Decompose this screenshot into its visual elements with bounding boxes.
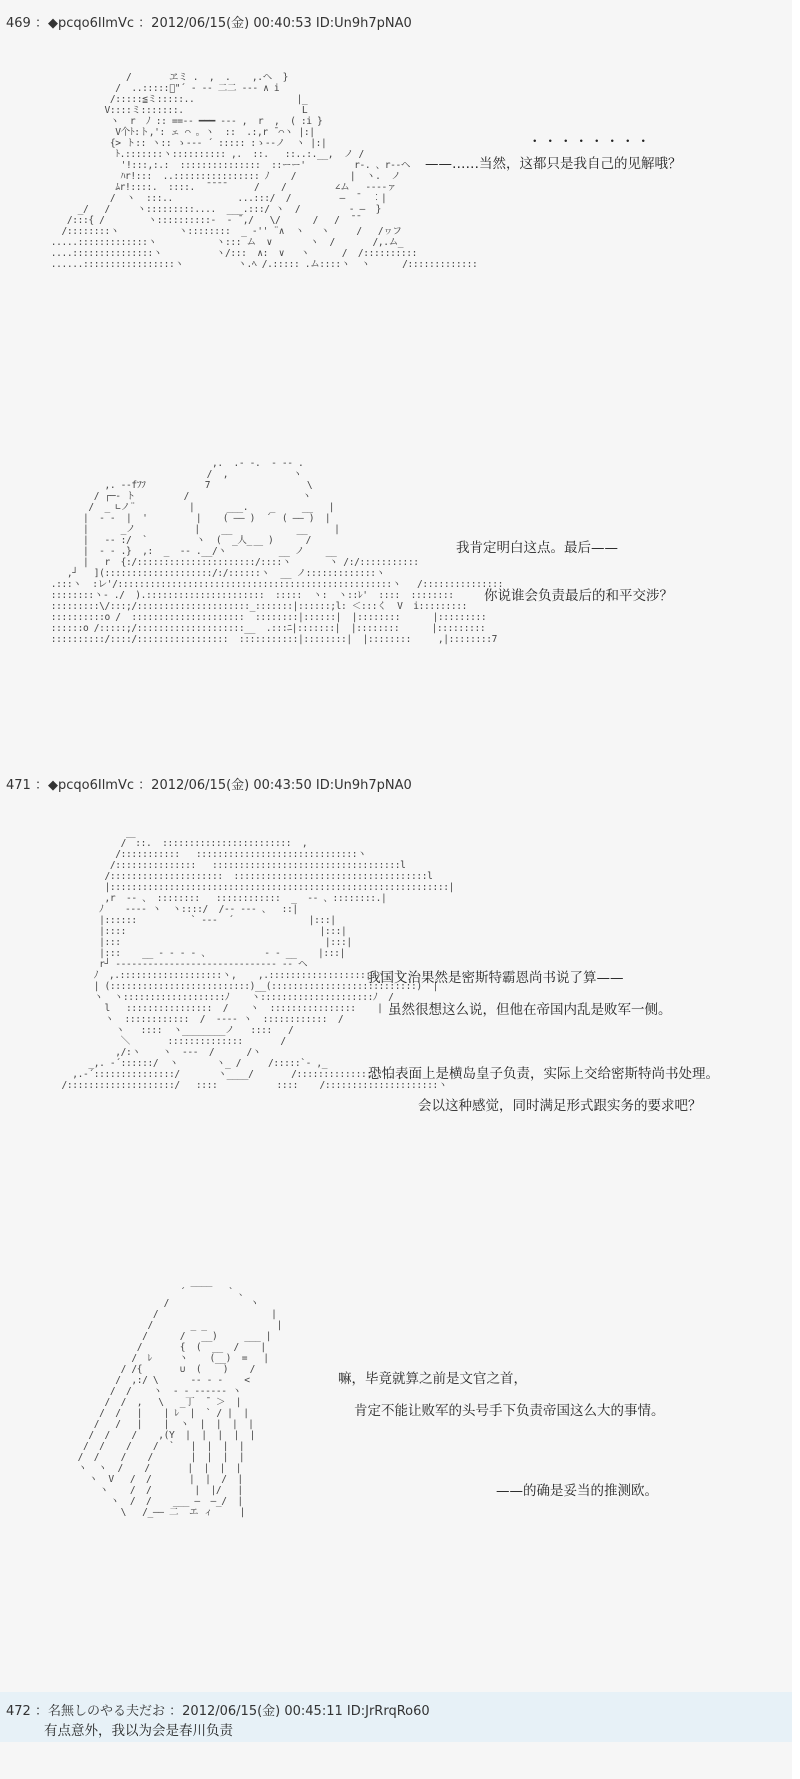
poster-trip: ◆pcqo6IlmVc (47, 16, 135, 31)
dialogue-text: ・・・・・・・・ (528, 134, 652, 150)
post-number[interactable]: 471 (6, 778, 31, 793)
post-separator: ： (34, 778, 48, 793)
post-number[interactable]: 472 (6, 1704, 31, 1719)
post-number[interactable]: 469 (6, 16, 31, 31)
dialogue-text: 肯定不能让败军的头号手下负责帝国这么大的事情。 (354, 1403, 665, 1419)
dialogue-text: 我肯定明白这点。最后—— (456, 540, 618, 556)
reply-body: 有点意外，我以为会是春川负责 (44, 1723, 233, 1739)
poster-id: ID:JrRrqRo60 (346, 1704, 430, 1719)
dialogue-text: 我国文治果然是密斯特霸恩尚书说了算—— (367, 970, 624, 986)
post-separator: ： (169, 1704, 183, 1719)
poster-name: 名無しのやる夫だお (47, 1704, 165, 1719)
post-separator: ： (138, 16, 152, 31)
ascii-art-panel-2: ,. .- -. ‐ -- . / , ヽ ,. -‐fﾌﾌ 7 \ / ┌─‐ ト / ヽ / _ ∟ノ¨ | ___. _ __ | | ‐ ‐ | ' | ( ―― ) ´ ( ―― ) | | _ノ | __ __ | | ‐‐ :/ ` ヽ ( _人_ ) / | ‐ ‐ .} ,: _ ‐‐ .__/ヽ ￣ __ ノ __ | r {:/::::::::::::::::::::::/::::ヽ ヽ /:/::::::::::: ,┘ ](::::::::::::::::::::/:/::::::ヽ __ ノ:::::::::::::ヽ .:::ヽ :レ'/:::::::::::::::::::::::::::::::::::::::::::::::::::ヽ /::::::::::::::: ::::::::ヽ‐ ./ ).:::::::::::::::::::::: ::::: ヽ: ヽ::ﾚ' :::: :::::::: :::::::::\/:::;/:::::::::::::::::::::_:::::::|::::::;l: ＜:::く V i::::::::: ::::::::::o / ::::::::::::::::::::: ::::::::|::::::| |:::::::: |::::::::: ::::::o /:::::;/::::::::::::::::::::__ .:::ﾆ|:::::::| |:::::::: |::::::::: ::::::::::/::::/::::::::::::::::: :::::::::::|::::::::| |:::::::: ,|::::::::7 (50, 458, 504, 645)
post-header (6, 774, 412, 793)
ascii-art-panel-1: / ヱミ . , . ,.ヘ } / ..:::::ﾞ"´ ‐ ‐‐ 二二 ‐-‐ ∧ i /:::::≦ミ:::::.. |_ V::::ミ:::::::. L ヽ r ﾉ :: ==‐‐ ━━━ -‐‐ , r , ( :i } V个ﾄ:ト,': ェ ⌒ 。ヽ :: .:,r ̄ ⌒ヽ |:| {> ト:: ヽ:: ゝ--‐ ´ ::::: :ゝ--ノ ヽ |:| ﾄ.:::::::ヽ:::::::::: ,. ::. ::..:.__, ノ / '!:::,:.: ::::::::::::::: ::ーー' r‐. 、r‐‐ヘ ﾊr!::: ..:::::::::::::::: ﾉ / | ヽ. ノ ﾑr!::::. ::::. ̄ ̄ ̄ ̄ / / ∠ム ‐‐‐‐ァ / ヽ :::.. ...:::/ / ― ̄ ︰| _/ / ヽ:::::::::.... ___.:::/ ヽ / ‐ ― } /:::{ / ヽ::::::::::- ‐ ̄ ,/ \/ / / ̄ ̄ /::::::::ヽ ヽ:::::::: _ -'' ¨∧ ヽ ヽ / /ヮフ .....:::::::::::::ヽ ヽ::: ム ∨ ヽ / /,.ム_ ....:::::::::::::::ヽ ヽ/::: ∧: ∨ ヽ / /:::::::::: ......:::::::::::::::::ヽ ヽ.ﾍ /.::::: .ム::::ヽ ヽ /::::::::::::: (50, 72, 478, 270)
post-separator: ： (34, 1704, 48, 1719)
dialogue-text: 恐怕表面上是横岛皇子负责，实际上交给密斯特尚书处理。 (368, 1066, 719, 1082)
poster-id: ID:Un9h7pNA0 (315, 16, 412, 31)
poster-trip: ◆pcqo6IlmVc (47, 778, 135, 793)
post-separator: ： (138, 778, 152, 793)
post-header (6, 12, 412, 31)
post-separator: ： (34, 16, 48, 31)
post-date: 2012/06/15(金) 00:45:11 (182, 1704, 343, 1719)
ascii-art-panel-3: /￣::. :::::::::::::::::::::::: , /::::::::::: ::::::::::::::::::::::::::::::ヽ /::::::::::::::: :::::::::::::::::::::::::::::::::::l /::::::::::::::::::::: ::::::::::::::::::::::::::::::::::::l |:::::::::::::::::::::::::::::::::::::::::::::::::::::::::::::::| ,r ‐‐ 、 :::::::: :::::::::::: _ ‐‐ 、::::::::.| ﾉ ‐‐‐‐ ヽ ヽ::::/ /‐‐ ‐‐‐ 、 ::| |:::::: ` ‐‐‐ ´ |:::| |:::: |:::| |::: |:::| |::: __ - ‐ ‐ ‐ 、 ‐ - __ |:::| r┘ ‐‐‐‐‐‐‐‐‐‐‐‐‐‐‐‐‐‐‐‐‐‐‐‐‐‐‐‐‐‐ ‐‐ ヘ ﾉ ,.:::::::::::::::::::ヽ, ,.::::::::::::::::::::ヽ l | (::::::::::::::::::::::::::)__(:::::::::::::::::::::::::::) | ヽ ヽ:::::::::::::::::::ﾉ ヽ:::::::::::::::::::::ﾉ / l :::::::::::::::: / ヽ :::::::::::::::: | ヽ :::::::::::: / ‐‐‐‐ ヽ :::::::::::: / ヽ :::: ヽ________ノ :::: / ＼ :::::::::::::: / ,/:ヽ ヽ ‐‐‐ / /ヽ _,. ‐´::::::/ ヽ ヽ_ / /:::::`‐ ,_ ,.‐´:::::::::::::::/ ヽ____/ /:::::::::::::::`‐, /::::::::::::::::::::/ :::: :::: /:::::::::::::::::::::ヽ (61, 838, 454, 1091)
post-date: 2012/06/15(金) 00:43:50 (151, 778, 312, 793)
reply-post (0, 1692, 792, 1742)
dialogue-text: 会以这种感觉，同时满足形式跟实务的要求吧？ (418, 1098, 702, 1114)
dialogue-text: 你说谁会负责最后的和平交涉？ (484, 588, 673, 604)
ascii-art-panel-4: ____ ´ ` 、 / ヽ / | / _ _ | / / __) ___ | / { ( __ / | / ﾚ ヽ (__) = | / /{ ∪ ( ) / / ,:/ \ ‐‐ ‐ ‐ < / / ヽ ‐ ‐ ‐‐‐‐‐‐ ヽ / / , \ _丁 ̄ ＞ | / / | | ﾚ | ` / | | / / | | ヽ | | | | / / / ,(Y | | | | | / / / / ` | | | | / / / / | | | | ヽ ヽ / / | | | | ヽ V / / | | / | ヽ / / | |/ | ヽ / / ___ ― ―_/ | \ /_―― 二 エ ィ | (77, 1276, 282, 1518)
poster-id: ID:Un9h7pNA0 (315, 778, 412, 793)
dialogue-text: 嘛，毕竟就算之前是文官之首， (338, 1371, 527, 1387)
post-header (6, 1700, 430, 1719)
dialogue-text: ——……当然，这都只是我自己的见解哦？ (425, 156, 682, 172)
post-date: 2012/06/15(金) 00:40:53 (151, 16, 312, 31)
dialogue-text: 虽然很想这么说，但他在帝国内乱是败军一侧。 (388, 1002, 672, 1018)
dialogue-text: ——的确是妥当的推测欧。 (496, 1483, 658, 1499)
